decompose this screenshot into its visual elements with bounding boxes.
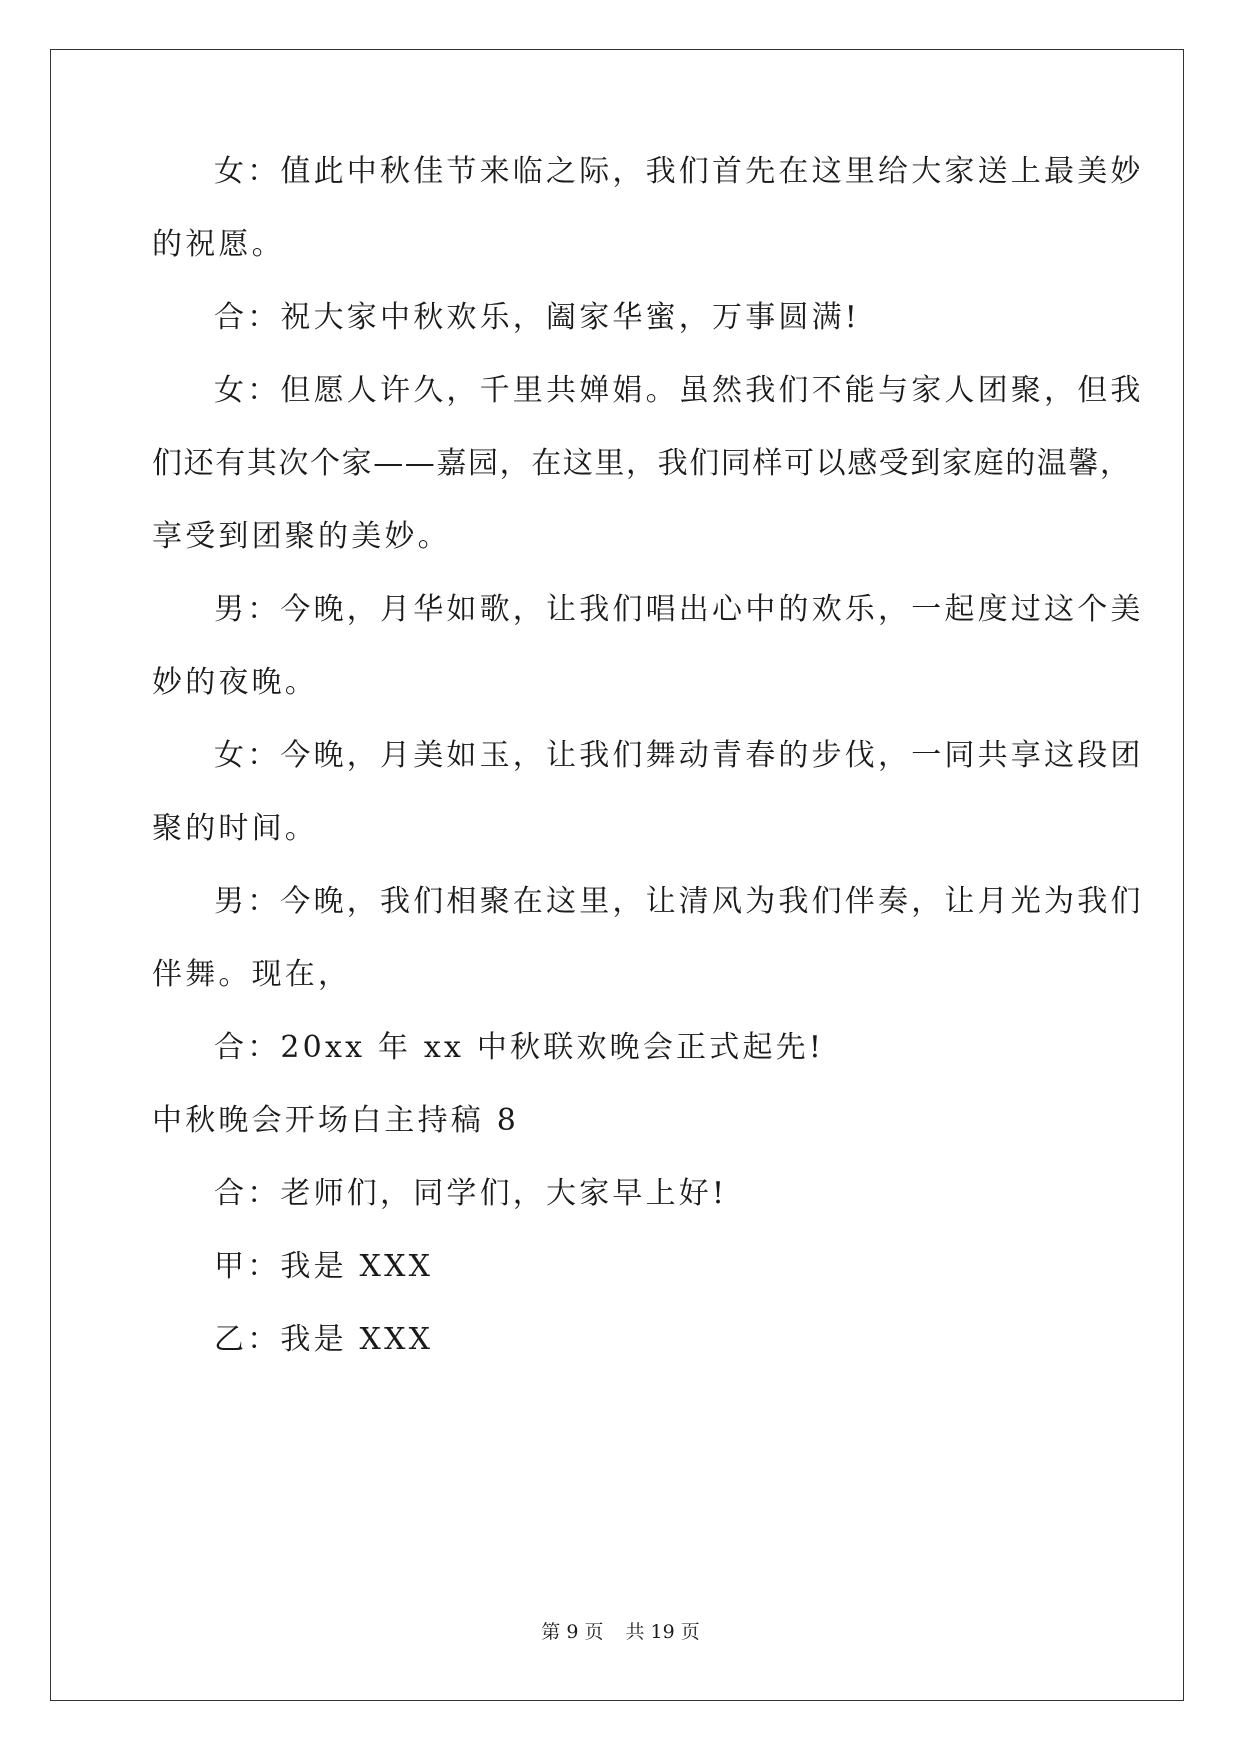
paragraph-line: 合：老师们，同学们，大家早上好!	[214, 1176, 728, 1211]
paragraph-line: 女：但愿人许久，千里共婵娟。虽然我们不能与家人团聚，但我	[214, 373, 1144, 408]
paragraph-line: 妙的夜晚。	[152, 665, 318, 700]
paragraph-line: 女：今晚，月美如玉，让我们舞动青春的步伐，一同共享这段团	[214, 738, 1144, 773]
paragraph-line: 们还有其次个家——嘉园，在这里，我们同样可以感受到家庭的温馨，	[152, 446, 1132, 481]
paragraph-line: 甲：我是 XXX	[214, 1249, 434, 1284]
paragraph-line: 聚的时间。	[152, 811, 318, 846]
section-heading: 中秋晚会开场白主持稿 8	[152, 1103, 520, 1138]
paragraph-line: 合：20xx 年 xx 中秋联欢晚会正式起先!	[214, 1030, 825, 1065]
paragraph-line: 伴舞。现在，	[152, 957, 352, 992]
current-page-number: 第 9 页	[541, 1621, 604, 1643]
paragraph-line: 女：值此中秋佳节来临之际，我们首先在这里给大家送上最美妙	[214, 154, 1144, 189]
paragraph-line: 男：今晚，月华如歌，让我们唱出心中的欢乐，一起度过这个美	[214, 592, 1144, 627]
paragraph-line: 的祝愿。	[152, 227, 285, 262]
paragraph-line: 合：祝大家中秋欢乐，阖家华蜜，万事圆满!	[214, 300, 861, 335]
page-border	[50, 49, 1184, 1701]
page-footer	[0, 1617, 1241, 1644]
paragraph-line: 享受到团聚的美妙。	[152, 519, 451, 554]
total-pages: 共 19 页	[625, 1621, 700, 1643]
paragraph-line: 乙：我是 XXX	[214, 1322, 434, 1357]
paragraph-line: 男：今晚，我们相聚在这里，让清风为我们伴奏，让月光为我们	[214, 884, 1144, 919]
